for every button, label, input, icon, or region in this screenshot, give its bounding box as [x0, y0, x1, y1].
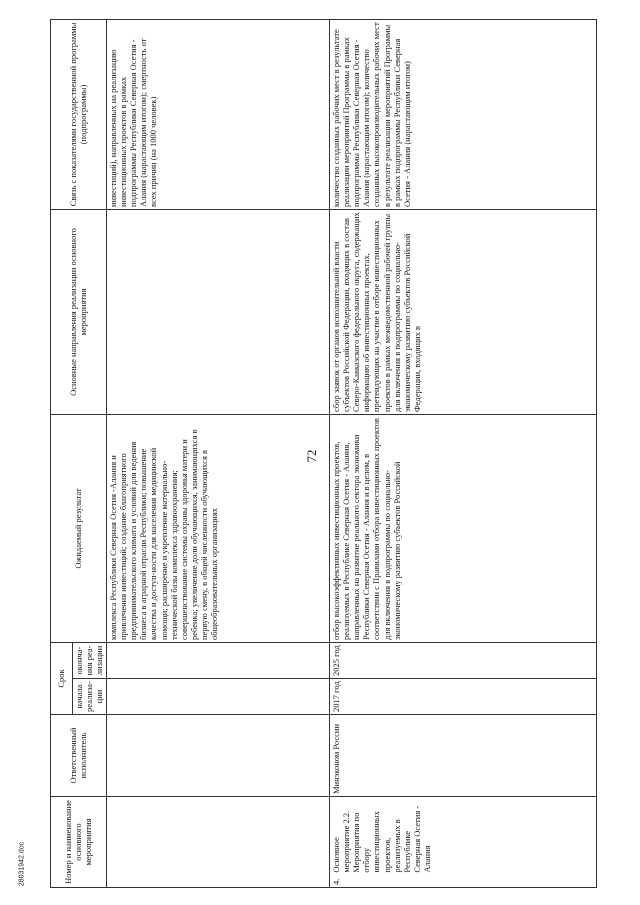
cell-directions: [106, 210, 329, 415]
cell-executor: [106, 715, 329, 797]
cell-start: [106, 679, 329, 715]
cell-directions: сбор заявок от органов исполнительной власти субъектов Российской Федерации, входящих в состав Северо-Кавказского федерального округа, содержащих информацию об инвестиционных проектах, претендующих на участие в отборе инвестиционных проектов в рамках межведомственной рабочей группы для включения в подпрограммы по социально-экономическому развитию субъектов Российской Федерации, входящих в: [329, 210, 596, 415]
table-row: [106, 20, 329, 888]
col-header-directions: Основные направления реализации основного мероприятия: [51, 210, 107, 415]
col-header-end: оконча-ния реа-лизации: [73, 643, 107, 679]
cell-executor: Минэконом России: [329, 715, 596, 797]
cell-start: 2017 год: [329, 679, 596, 715]
col-header-executor: Ответственный исполнитель: [51, 715, 107, 797]
col-header-link: Связь с показателями государственной программы (подпрограммы): [51, 20, 107, 210]
col-header-number-name: Номер и наименование основного мероприятия: [51, 797, 107, 888]
row-number: 4.: [330, 878, 341, 885]
measures-table-container: [50, 20, 594, 888]
cell-end: [106, 643, 329, 679]
cell-number-name: [106, 797, 329, 888]
cell-end: 2025 год: [329, 643, 596, 679]
col-header-result: Ожидаемый результат: [51, 415, 107, 643]
table-row: [329, 20, 596, 888]
measures-table: [50, 19, 597, 888]
cell-result: комплекса Республики Северная Осетия -Алания и привлечения инвестиций; создание благоприятного предпринимательского климата и условий для ведения бизнеса в аграрной отрасли Республики; повышение качества и доступ-ности для населения медицинской помощи; расширение и укрепление материально-технической базы комплекса здравоохранения; совершенствование системы охраны здоровья матери и ребенка; увеличение доли обучающихся, занимающихся в первую смену, в общей численности обучающихся в общеобразовательных организациях: [106, 415, 329, 643]
file-name: 28031942.doc: [18, 841, 26, 887]
measure-name: Основное мероприятие 2.2. Мероприятия по отбору инвестиционных проектов, реализуемых в Республике Северная Осетия - Алания: [330, 805, 433, 873]
cell-result: отбор высокоэффективных инвестиционных проектов, реализуемых в Республике Северная Осетия - Алания, направленных на развитие реального сектора экономики Республики Северная Осетия - Алания и в целом, в соответствии с Правилами отбора инвестиционных проектов для включения в подпрограммы по социально-экономическому развитию субъектов Российской: [329, 415, 596, 643]
cell-link: количество созданных рабочих мест в результате реализации мероприятий Программы в рамках подпрограммы Республики Северная Осетия - Алания (нарастающим итогом); количество созданных высокопроизводительных рабочих мест в результате реализации мероприятий Программы в рамках подпрограммы Республики Северная Осетия - Алания (нарастающим итогом): [329, 20, 596, 210]
col-header-term: Срок: [51, 643, 73, 715]
page-number: 72: [304, 449, 319, 463]
col-header-start: начала реализа-ции: [73, 679, 107, 715]
cell-number-name: [329, 797, 596, 888]
cell-link: инвестиций), направленных на реализацию инвестиционных проектов в рамках подпрограммы Республики Северная Осетия - Алания (нарастающим итогом); смертность от всех причин (на 1000 человек): [106, 20, 329, 210]
header-row-top: [51, 20, 73, 888]
